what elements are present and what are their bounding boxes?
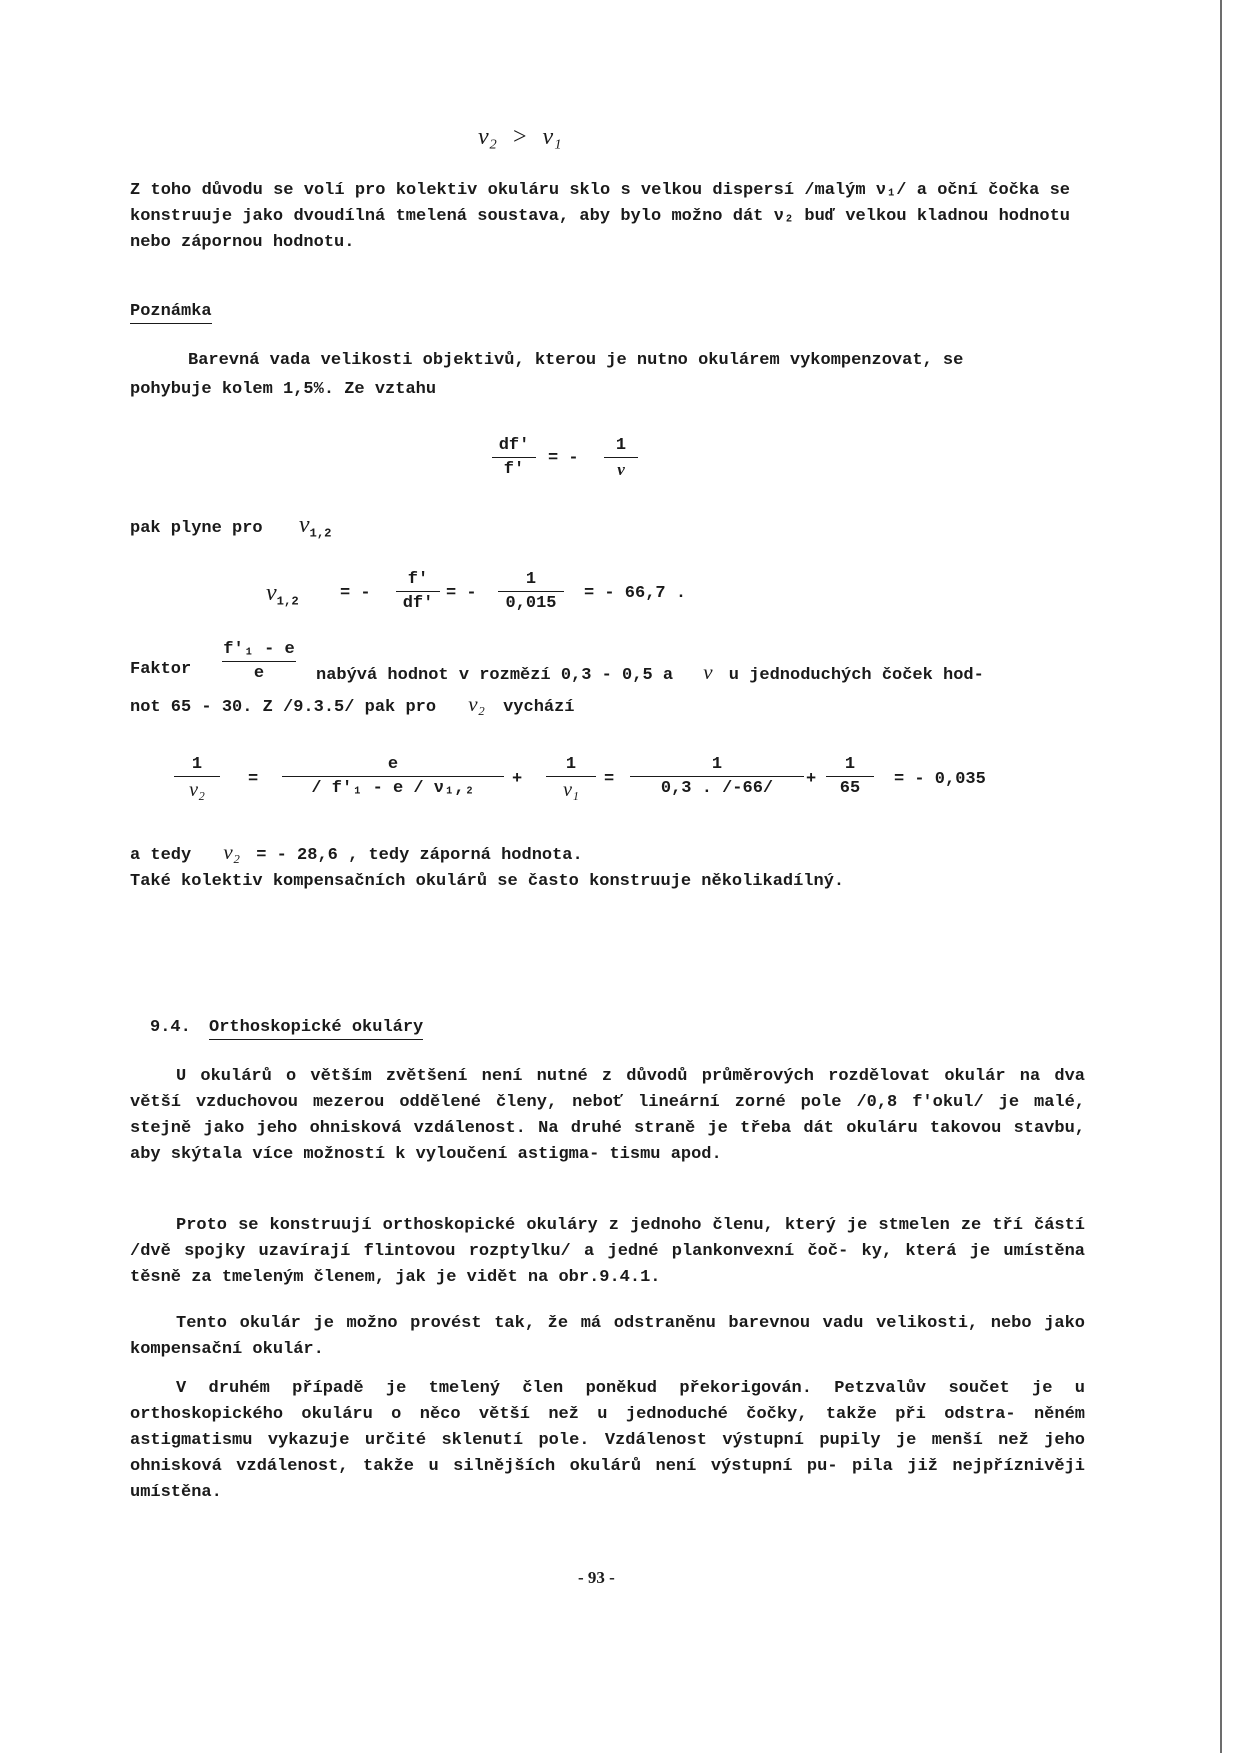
eq3-eq-2: = <box>604 770 615 789</box>
faktor-nu: ν <box>703 660 713 684</box>
eq3-result: = - 0,035 <box>894 770 986 789</box>
paragraph-intro: Z toho důvodu se volí pro kolektiv okuláru sklo s velkou dispersí /malým ν₁/ a oční čočka se konstruuje jako dvoudílná tmelená soustava, aby bylo možno dát ν₂ buď velkou kladnou hodnotu nebo zápornou hodnotu. <box>130 181 1070 252</box>
eq2-operator-2: = - <box>446 584 477 603</box>
section-title: Orthoskopické okuláry <box>209 1018 423 1040</box>
eq2-f2-num: 1 <box>525 570 537 589</box>
eq3-b-bar <box>282 776 504 777</box>
eq1-operator: = - <box>548 449 579 468</box>
page-number: - 93 - <box>578 1568 615 1587</box>
eq1-num2: 1 <box>615 436 627 455</box>
inequality-right: ν₁ <box>542 124 562 150</box>
faktor-text-a: nabývá hodnot v rozmězí 0,3 - 0,5 a <box>316 666 674 685</box>
eq2-lhs <box>266 580 299 608</box>
eq3-fraction-e <box>826 755 874 798</box>
note-line-1: Barevná vada velikosti objektivů, kterou je nutno okulárem vykompenzovat, se <box>188 351 964 370</box>
plyne-text: pak plyne pro <box>130 519 263 538</box>
inequality <box>478 124 562 151</box>
inequality-left: ν₂ <box>478 124 497 150</box>
faktor-line-2 <box>130 692 575 717</box>
inequality-op: > <box>513 124 527 150</box>
note-heading-text: Poznámka <box>130 302 212 324</box>
eq3-plus-1: + <box>512 770 523 789</box>
eq3-fraction-a <box>174 755 220 802</box>
eq2-f1-bar <box>396 591 440 592</box>
eq3-b-den: / f'₁ - e / ν₁,₂ <box>311 779 475 798</box>
eq2-fraction-2 <box>498 570 564 613</box>
page-edge <box>1220 0 1222 1753</box>
eq3-c-bar <box>546 776 596 777</box>
plyne-sub: 1,2 <box>309 526 332 541</box>
eq3-fraction-b <box>282 755 504 798</box>
eq2-operator-1: = - <box>340 584 371 603</box>
faktor-text-d: vychází <box>503 698 575 717</box>
faktor-fraction <box>222 640 296 683</box>
section-number: 9.4. <box>150 1018 191 1037</box>
tedy-nu: ν₂ <box>223 840 241 864</box>
eq2-f2-bar <box>498 591 564 592</box>
eq3-plus-2: + <box>806 770 817 789</box>
faktor-label: Faktor <box>130 660 192 679</box>
eq1-fraction <box>492 436 536 479</box>
section-paragraph-1: U okulárů o větším zvětšení není nutné z důvodů průměrových rozdělovat okulár na dva větší vzduchovou mezerou oddělené členy, neboť lineární zorné pole /0,8 f'okul/ je malé, stejně jako jeho ohnisková vzdálenost. Na druhé straně je třeba dát okuláru takovou stavbu, aby skýtala více možností k vyloučení astigma- tismu apod. <box>130 1067 1085 1164</box>
eq3-c-den: ν₁ <box>563 779 579 801</box>
plyne-symbol: ν <box>298 512 310 538</box>
eq2-f1-den: df' <box>402 594 434 613</box>
note-heading <box>130 302 212 321</box>
eq1-den2: ν <box>617 460 625 479</box>
section-paragraph-3: Tento okulár je možno provést tak, že má odstraněnu barevnou vadu velikosti, nebo jako kompensační okulár. <box>130 1314 1085 1359</box>
eq2-fraction-1 <box>396 570 440 613</box>
eq3-c-num: 1 <box>565 755 577 774</box>
section-heading <box>150 1018 423 1037</box>
eq1-num: df' <box>498 436 530 455</box>
faktor-text-c: not 65 - 30. Z /9.3.5/ pak pro <box>130 698 437 717</box>
eq3-e-num: 1 <box>844 755 856 774</box>
also-line: Také kolektiv kompensačních okulárů se často konstruuje několikadílný. <box>130 872 845 891</box>
faktor-line-1 <box>316 660 984 685</box>
eq2-f1-num: f' <box>407 570 429 589</box>
eq1-fraction-2 <box>604 436 638 480</box>
section-paragraph-2: Proto se konstruují orthoskopické okuláry z jednoho členu, který je stmelen ze tří částí /dvě spojky uzavírají flintovou rozptylku/ a jedné plankonvexní čoč- ky, která je umístěna těsně za tmeleným členem, jak je vidět na obr.9.4.1. <box>130 1216 1085 1287</box>
eq3-d-num: 1 <box>711 755 723 774</box>
eq2-result: = - 66,7 . <box>584 584 687 603</box>
tedy-a: a tedy <box>130 846 192 865</box>
eq3-fraction-d <box>630 755 804 798</box>
eq3-e-den: 65 <box>839 779 861 798</box>
plyne-line <box>130 512 332 540</box>
faktor-text-b: u jednoduchých čoček hod- <box>728 666 984 685</box>
eq3-fraction-c <box>546 755 596 802</box>
eq1-bar <box>492 457 536 458</box>
eq3-a-num: 1 <box>191 755 203 774</box>
eq2-nu-sub: 1,2 <box>276 594 299 609</box>
eq3-e-bar <box>826 776 874 777</box>
eq3-eq-1: = <box>248 770 259 789</box>
eq2-f2-den: 0,015 <box>505 594 557 613</box>
note-line-2: pohybuje kolem 1,5%. Ze vztahu <box>130 380 437 399</box>
eq1-bar2 <box>604 457 638 458</box>
eq3-b-num: e <box>387 755 399 774</box>
tedy-b: = - 28,6 , tedy záporná hodnota. <box>256 846 583 865</box>
eq2-nu: ν <box>266 580 277 606</box>
section-paragraph-4: V druhém případě je tmelený člen poněkud překorigován. Petzvalův součet je u orthoskopického okuláru o něco větší než u jednoduché čočky, takže při odstra- něném astigmatismu vykazuje určité sklenutí pole. Vzdálenost výstupní pupily je menší než jeho ohnisková vzdálenost, takže u silnějších okulárů není výstupní pu- pila již nejpříznivěji umístěna. <box>130 1379 1085 1502</box>
faktor-num: f'₁ - e <box>223 640 295 659</box>
eq3-d-bar <box>630 776 804 777</box>
faktor-nu2: ν₂ <box>468 692 485 716</box>
eq1-den: f' <box>503 460 525 479</box>
faktor-den: e <box>253 664 265 683</box>
eq3-a-den: ν₂ <box>189 779 205 801</box>
eq3-d-den: 0,3 . /-66/ <box>660 779 774 798</box>
tedy-line <box>130 840 583 865</box>
eq3-a-bar <box>174 776 220 777</box>
faktor-bar <box>222 661 296 662</box>
